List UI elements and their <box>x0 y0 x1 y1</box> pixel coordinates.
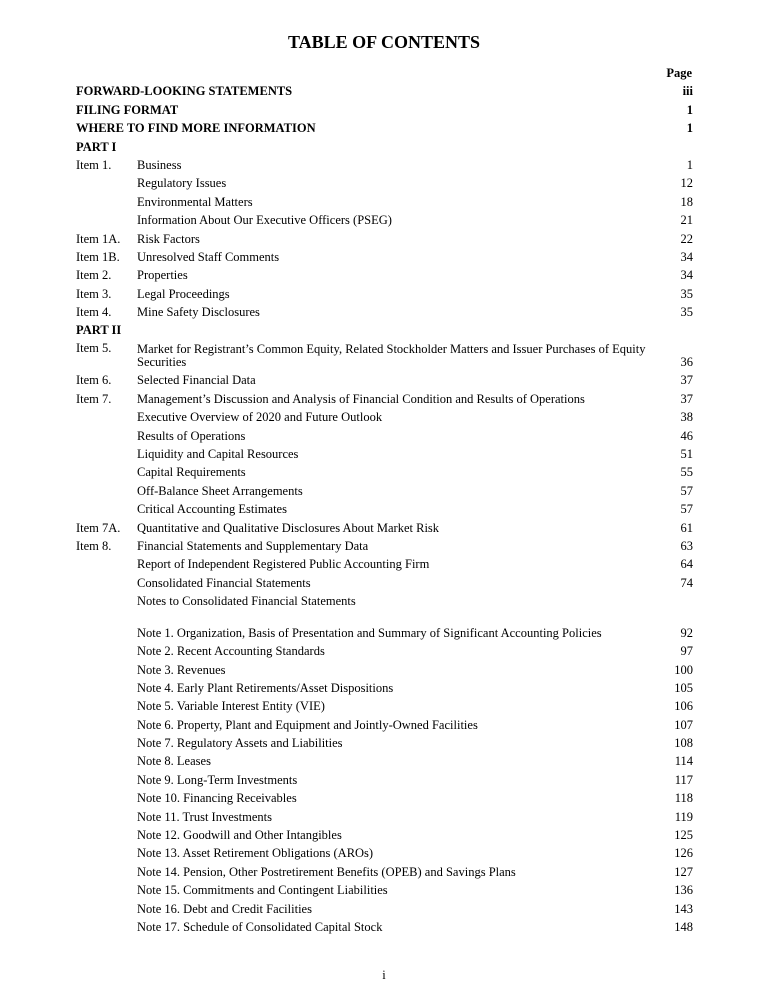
toc-entry-title: Properties <box>137 268 188 283</box>
toc-page-number: 125 <box>674 828 693 843</box>
toc-entry[interactable] <box>76 807 693 825</box>
toc-entry[interactable] <box>76 862 693 880</box>
toc-entry[interactable] <box>76 899 693 917</box>
toc-entry[interactable] <box>76 192 693 210</box>
page-number-footer: i <box>382 968 386 982</box>
toc-entry-title: Note 15. Commitments and Contingent Liabilities <box>137 883 388 898</box>
toc-page-number: 34 <box>680 249 693 264</box>
toc-entry[interactable] <box>76 734 693 752</box>
toc-entry-title: Note 4. Early Plant Retirements/Asset Dispositions <box>137 680 394 695</box>
toc-entry[interactable] <box>76 137 693 155</box>
toc-item-number: Item 2. <box>76 268 112 283</box>
toc-page-number: 136 <box>674 883 693 898</box>
toc-entry[interactable] <box>76 211 693 229</box>
toc-entry[interactable] <box>76 697 693 715</box>
toc-entry[interactable] <box>76 660 693 678</box>
toc-entry[interactable] <box>76 321 693 339</box>
toc-entry[interactable] <box>76 389 693 407</box>
toc-entry[interactable] <box>76 752 693 770</box>
toc-page-number: 36 <box>680 355 693 370</box>
toc-entry[interactable] <box>76 100 693 118</box>
toc-entry[interactable] <box>76 371 693 389</box>
toc-page-number: 114 <box>674 754 693 769</box>
toc-page-number: 63 <box>680 538 693 553</box>
toc-page-number: 37 <box>680 391 693 406</box>
toc-page-number: iii <box>682 84 693 99</box>
toc-entry-title: WHERE TO FIND MORE INFORMATION <box>76 121 316 136</box>
toc-entry-title: Regulatory Issues <box>137 176 227 191</box>
toc-entry[interactable] <box>76 408 693 426</box>
toc-item-number: Item 7A. <box>76 520 121 535</box>
toc-page-number: 46 <box>680 428 693 443</box>
toc-entry-title: Unresolved Staff Comments <box>137 249 280 264</box>
toc-entry[interactable] <box>76 573 693 591</box>
toc-entry[interactable] <box>76 156 693 174</box>
toc-page-number: 34 <box>680 268 693 283</box>
toc-item-number: Item 7. <box>76 391 112 406</box>
toc-page-number: 1 <box>686 102 693 117</box>
toc-entry[interactable] <box>76 174 693 192</box>
toc-page-number: 148 <box>674 919 693 934</box>
toc-entry[interactable] <box>76 826 693 844</box>
table-of-contents <box>76 82 693 936</box>
toc-entry-title: Note 5. Variable Interest Entity (VIE) <box>137 699 325 714</box>
toc-entry-title: Note 7. Regulatory Assets and Liabilities <box>137 736 343 751</box>
toc-page-number: 107 <box>674 717 693 732</box>
toc-item-number: Item 4. <box>76 305 112 320</box>
toc-entry[interactable] <box>76 82 693 100</box>
toc-entry[interactable] <box>76 555 693 573</box>
toc-page-number: 35 <box>680 305 693 320</box>
toc-entry-title: Note 12. Goodwill and Other Intangibles <box>137 828 342 843</box>
toc-entry[interactable] <box>76 537 693 555</box>
toc-item-number: Item 1B. <box>76 249 120 264</box>
toc-page-number: 57 <box>680 483 693 498</box>
toc-page-number: 143 <box>674 901 693 916</box>
toc-entry-title: Selected Financial Data <box>137 373 256 388</box>
toc-entry-title: PART I <box>76 139 117 154</box>
toc-page-number: 126 <box>674 846 693 861</box>
toc-entry[interactable] <box>76 339 693 371</box>
toc-page-number: 119 <box>674 809 693 824</box>
toc-entry-title: Capital Requirements <box>137 465 246 480</box>
toc-entry[interactable] <box>76 881 693 899</box>
toc-entry[interactable] <box>76 844 693 862</box>
toc-page-number: 55 <box>680 465 693 480</box>
toc-item-number <box>76 610 137 613</box>
toc-entry-title: Information About Our Executive Officers (PSEG) <box>137 213 392 228</box>
toc-page-number: 100 <box>674 662 693 677</box>
toc-entry[interactable] <box>76 679 693 697</box>
toc-entry-title: Note 2. Recent Accounting Standards <box>137 644 325 659</box>
toc-entry-title: Note 14. Pension, Other Postretirement Benefits (OPEB) and Savings Plans <box>137 864 516 879</box>
toc-item-number: Item 3. <box>76 286 112 301</box>
toc-entry[interactable] <box>76 518 693 536</box>
toc-page-number: 106 <box>674 699 693 714</box>
toc-page-number: 105 <box>674 680 693 695</box>
toc-item-number: Item 1A. <box>76 231 121 246</box>
toc-entry-title: PART II <box>76 323 122 338</box>
toc-entry-title: Note 6. Property, Plant and Equipment and Jointly-Owned Facilities <box>137 717 478 732</box>
toc-item-number: Item 8. <box>76 538 112 553</box>
toc-entry-title: Note 11. Trust Investments <box>137 809 272 824</box>
toc-entry-title: Critical Accounting Estimates <box>137 502 287 517</box>
toc-entry-title: Report of Independent Registered Public Accounting Firm <box>137 557 430 572</box>
toc-page-number: 97 <box>680 644 693 659</box>
toc-page-number: 21 <box>680 213 693 228</box>
toc-entry-title: Liquidity and Capital Resources <box>137 447 299 462</box>
toc-page-number: 1 <box>686 157 693 172</box>
toc-entry-title: Management’s Discussion and Analysis of Financial Condition and Results of Operations <box>137 391 585 406</box>
toc-entry-title: Mine Safety Disclosures <box>137 305 260 320</box>
toc-entry[interactable] <box>76 248 693 266</box>
toc-entry-title: Quantitative and Qualitative Disclosures About Market Risk <box>137 520 440 535</box>
toc-page-number: 117 <box>674 772 693 787</box>
toc-entry-title: Risk Factors <box>137 231 200 246</box>
toc-page-number: 64 <box>680 557 693 572</box>
toc-entry[interactable] <box>76 642 693 660</box>
toc-entry[interactable] <box>76 119 693 137</box>
toc-entry-title: FILING FORMAT <box>76 102 179 117</box>
toc-item-number: Item 1. <box>76 157 112 172</box>
document-title: TABLE OF CONTENTS <box>287 32 481 52</box>
toc-page-number: 38 <box>680 410 693 425</box>
toc-entry-title: Note 10. Financing Receivables <box>137 791 297 806</box>
toc-page-number: 12 <box>680 176 693 191</box>
toc-entry-title: Business <box>137 157 182 172</box>
toc-item-number: Item 6. <box>76 373 112 388</box>
toc-entry[interactable] <box>76 445 693 463</box>
toc-page-number: 18 <box>680 194 693 209</box>
toc-entry-title: Note 3. Revenues <box>137 662 226 677</box>
toc-page-number: 57 <box>680 502 693 517</box>
toc-page-number: 127 <box>674 864 693 879</box>
toc-page-number: 35 <box>680 286 693 301</box>
toc-entry[interactable] <box>76 303 693 321</box>
toc-entry-title: Market for Registrant’s Common Equity, Related Stockholder Matters and Issuer Purchases of Equity Securities <box>137 342 646 370</box>
toc-entry[interactable] <box>76 610 693 642</box>
toc-page-number: 1 <box>686 121 693 136</box>
toc-entry[interactable] <box>76 426 693 444</box>
toc-page-number: 118 <box>674 791 693 806</box>
toc-entry-title: Environmental Matters <box>137 194 253 209</box>
toc-entry[interactable] <box>76 284 693 302</box>
toc-entry-title: Consolidated Financial Statements <box>137 575 311 590</box>
toc-page-number: 37 <box>680 373 693 388</box>
toc-entry[interactable] <box>76 789 693 807</box>
toc-entry[interactable] <box>76 481 693 499</box>
toc-entry-title: Note 9. Long-Term Investments <box>137 772 298 787</box>
toc-entry-title: Notes to Consolidated Financial Statements <box>137 594 356 609</box>
toc-entry[interactable] <box>76 500 693 518</box>
toc-entry-title: FORWARD-LOOKING STATEMENTS <box>76 84 293 99</box>
toc-entry-title: Financial Statements and Supplementary Data <box>137 538 369 553</box>
toc-entry[interactable] <box>76 463 693 481</box>
toc-entry-title: Note 8. Leases <box>137 754 211 769</box>
toc-entry[interactable] <box>76 715 693 733</box>
toc-page-number: 51 <box>680 447 693 462</box>
toc-item-number: Item 5. <box>76 341 112 356</box>
toc-entry[interactable] <box>76 918 693 936</box>
toc-entry[interactable] <box>76 229 693 247</box>
toc-entry-title: Note 13. Asset Retirement Obligations (AROs) <box>137 846 374 861</box>
toc-entry-title: Legal Proceedings <box>137 286 230 301</box>
toc-page-number: 92 <box>680 625 693 640</box>
toc-page-number: 61 <box>680 520 693 535</box>
toc-entry[interactable] <box>76 592 693 610</box>
toc-page-number: 74 <box>680 575 693 590</box>
toc-entry-title: Executive Overview of 2020 and Future Outlook <box>137 410 383 425</box>
toc-entry-title: Results of Operations <box>137 428 246 443</box>
toc-entry-title: Note 17. Schedule of Consolidated Capital Stock <box>137 919 383 934</box>
toc-page-number: 108 <box>674 736 693 751</box>
toc-page-number: 22 <box>680 231 693 246</box>
toc-entry[interactable] <box>76 770 693 788</box>
toc-entry-title: Note 1. Organization, Basis of Presentation and Summary of Significant Accounting Policies <box>137 625 602 640</box>
toc-entry[interactable] <box>76 266 693 284</box>
toc-entry-title: Note 16. Debt and Credit Facilities <box>137 901 312 916</box>
toc-entry-title: Off-Balance Sheet Arrangements <box>137 483 303 498</box>
page-column-header: Page <box>666 66 692 80</box>
